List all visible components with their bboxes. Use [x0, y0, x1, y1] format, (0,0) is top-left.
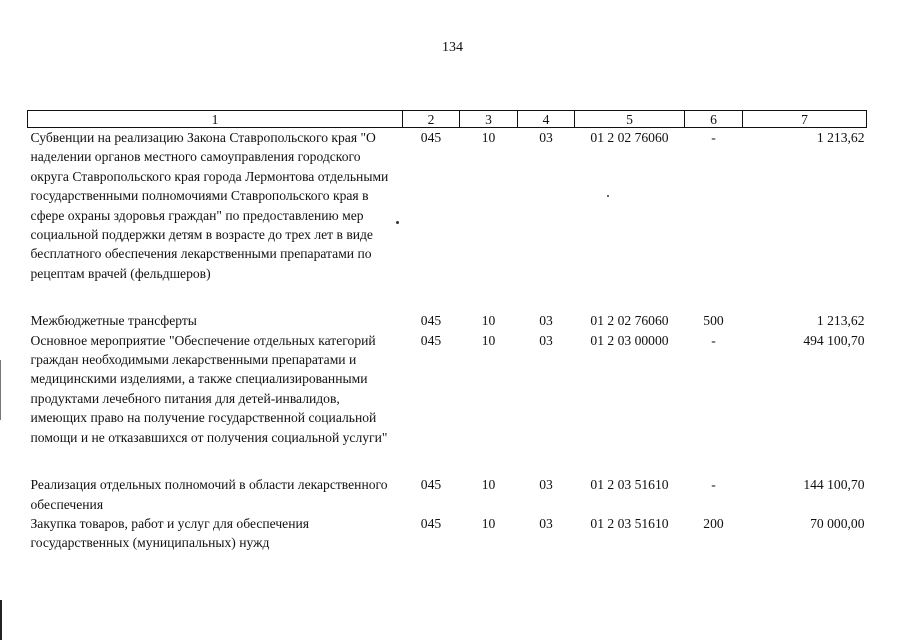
row-name: Основное мероприятие "Обеспечение отдельных категорий граждан необходимыми лекарственными препаратами и медицинскими изделиями, а также специализированными продуктами лечебного питания для детей-инвалидов, имеющих право на получение государственной социальной помощи и не отказавшихся от получения социальной услуги": [30, 332, 388, 445]
row-ministry-code: 045: [420, 477, 442, 493]
row-target-article: 01 2 02 76060: [590, 130, 669, 145]
row-subsection: 03: [539, 130, 553, 145]
row-ministry-code: 045: [420, 313, 442, 329]
table-row: [28, 514, 867, 553]
col-header-3: 3: [460, 111, 518, 128]
row-amount: 1 213,62: [816, 130, 865, 145]
row-section: 10: [481, 477, 496, 493]
table-row: [28, 128, 867, 312]
table-row: [28, 311, 867, 330]
row-name: Межбюджетные трансферты: [30, 313, 197, 329]
row-subsection: 03: [539, 332, 553, 348]
col-header-2: 2: [403, 111, 460, 128]
table-row: [28, 475, 867, 514]
row-expense-type: -: [711, 477, 716, 493]
row-name: Субвенции на реализацию Закона Ставропольского края "О наделении органов местного самоуправления городского округа Ставропольского края города Лермонтова отдельными государственными полномочиями Ставропольского края в сфере охраны здоровья граждан" по предоставлению мер социальной поддержки детям в возрасте до трех лет в виде бесплатного обеспечения лекарственными препаратами по рецептам врачей (фельдшеров): [30, 130, 389, 281]
row-section: 10: [481, 130, 496, 145]
scan-edge-line: [0, 600, 2, 640]
row-ministry-code: 045: [420, 515, 442, 531]
row-expense-type: 500: [703, 313, 724, 329]
row-amount: 494 100,70: [803, 332, 865, 348]
header-row: [28, 111, 867, 128]
row-target-article: 01 2 03 51610: [590, 515, 669, 531]
row-expense-type: -: [711, 332, 716, 348]
row-expense-type: 200: [703, 515, 724, 531]
scan-speck: [607, 195, 609, 197]
col-header-7: 7: [743, 111, 867, 128]
row-target-article: 01 2 02 76060: [590, 313, 669, 329]
row-section: 10: [481, 313, 496, 329]
row-ministry-code: 045: [420, 332, 442, 348]
scan-speck: [396, 221, 399, 224]
row-target-article: 01 2 03 51610: [590, 477, 669, 493]
row-subsection: 03: [539, 515, 553, 531]
row-subsection: 03: [539, 313, 553, 329]
row-ministry-code: 045: [420, 130, 442, 145]
row-name: Реализация отдельных полномочий в области лекарственного обеспечения: [30, 477, 388, 512]
row-subsection: 03: [539, 477, 553, 493]
row-section: 10: [481, 515, 496, 531]
row-amount: 70 000,00: [810, 515, 865, 531]
col-header-4: 4: [518, 111, 575, 128]
row-expense-type: -: [711, 130, 716, 145]
scan-edge-line: [0, 360, 1, 420]
col-header-6: 6: [685, 111, 743, 128]
row-amount: 144 100,70: [803, 477, 865, 493]
col-header-1: 1: [28, 111, 403, 128]
budget-table: [27, 110, 867, 553]
row-name: Закупка товаров, работ и услуг для обеспечения государственных (муниципальных) нужд: [30, 515, 309, 551]
table-row: [28, 331, 867, 475]
col-header-5: 5: [575, 111, 685, 128]
page-number: 134: [442, 40, 463, 55]
row-target-article: 01 2 03 00000: [590, 332, 669, 348]
row-amount: 1 213,62: [816, 313, 865, 329]
row-section: 10: [481, 332, 496, 348]
